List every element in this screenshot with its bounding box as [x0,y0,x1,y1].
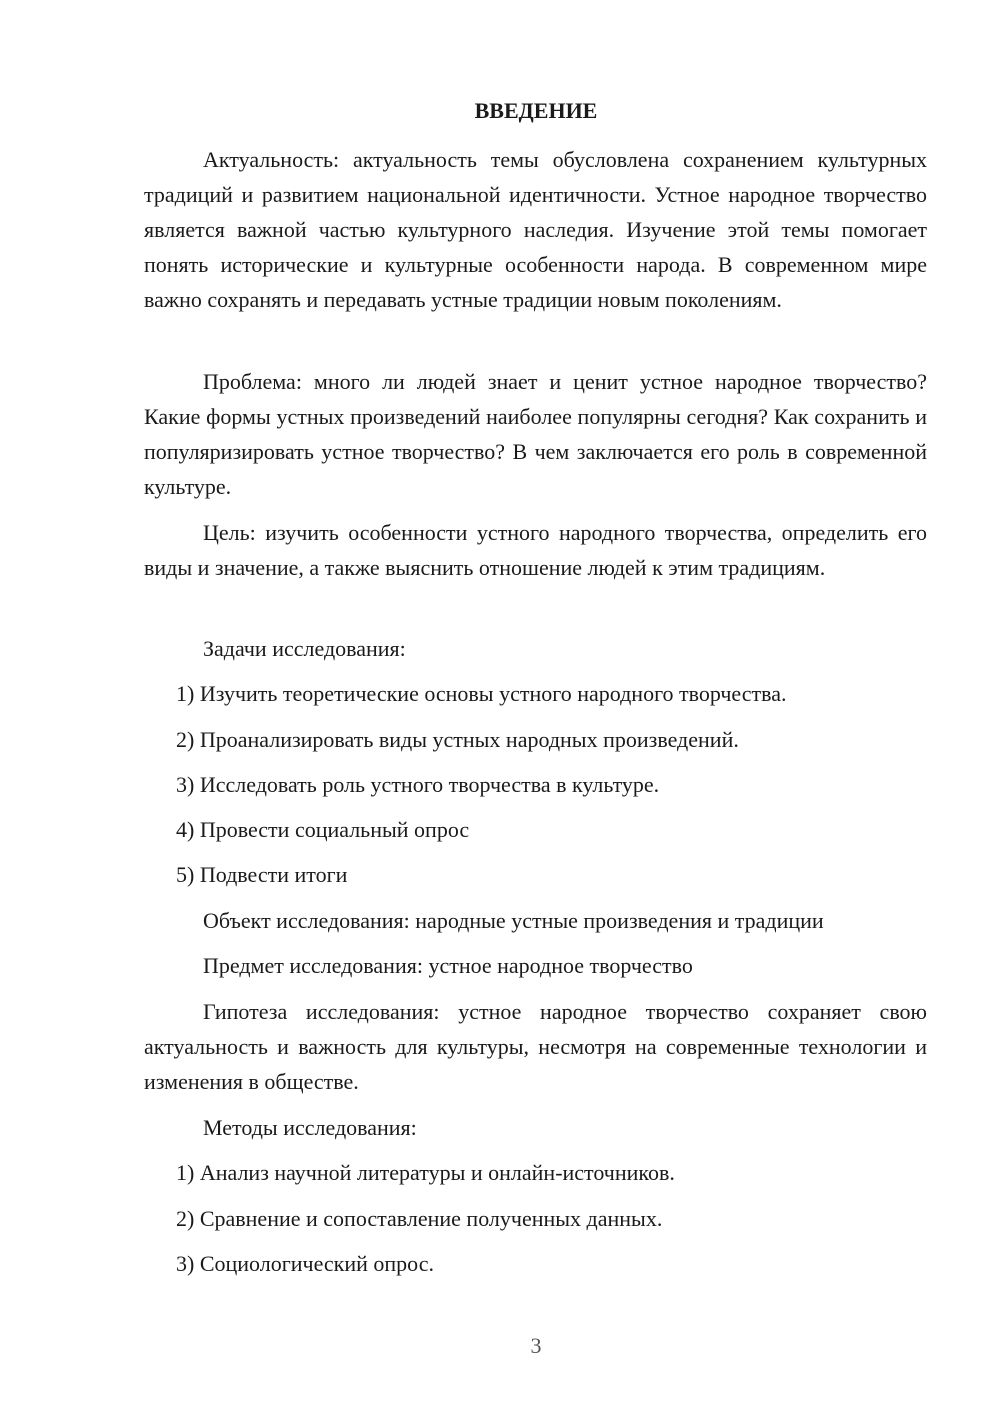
list-item: 5) Подвести итоги [176,862,348,887]
methods-list [144,1155,927,1190]
page-title: ВВЕДЕНИЕ [474,98,598,123]
goal-block [144,515,927,585]
tasks-heading: Задачи исследования: [203,636,406,661]
problem-paragraph: Проблема: много ли людей знает и ценит устное народное творчество? Какие формы устных произведений наиболее популярны сегодня? Как сохранить и популяризировать устное творчество? В чем заключается его роль в современной культуре. [144,369,927,499]
list-item: 3) Исследовать роль устного творчества в культуре. [176,772,660,797]
tasks-list [144,676,927,711]
list-item: 1) Анализ научной литературы и онлайн-источников. [176,1160,675,1185]
list-item: 1) Изучить теоретические основы устного народного творчества. [176,681,787,706]
tasks-list [144,767,927,802]
methods-heading: Методы исследования: [203,1115,417,1140]
methods-list [144,1201,927,1236]
relevance-block [144,142,927,317]
hypothesis-paragraph: Гипотеза исследования: устное народное творчество сохраняет свою актуальность и важность для культуры, несмотря на современные технологии и изменения в обществе. [144,999,927,1094]
hypothesis-block [144,994,927,1099]
subject-paragraph: Предмет исследования: устное народное творчество [203,953,693,978]
list-item: 4) Провести социальный опрос [176,817,470,842]
methods-list [144,1246,927,1281]
tasks-list [144,857,927,892]
tasks-list [144,812,927,847]
list-item: 2) Сравнение и сопоставление полученных данных. [176,1206,663,1231]
tasks-list [144,722,927,757]
goal-paragraph: Цель: изучить особенности устного народного творчества, определить его виды и значение, а также выяснить отношение людей к этим традициям. [144,520,927,580]
object-block [144,903,927,938]
subject-block [144,948,927,983]
problem-block [144,364,927,504]
page-number: 3 [530,1333,542,1358]
object-paragraph: Объект исследования: народные устные произведения и традиции [203,908,824,933]
list-item: 3) Социологический опрос. [176,1251,434,1276]
list-item: 2) Проанализировать виды устных народных произведений. [176,727,739,752]
relevance-paragraph: Актуальность: актуальность темы обусловлена сохранением культурных традиций и развитием национальной идентичности. Устное народное творчество является важной частью культурного наследия. Изучение этой темы помогает понять исторические и культурные особенности народа. В современном мире важно сохранять и передавать устные традиции новым поколениям. [144,147,927,312]
methods-heading-block [144,1110,927,1145]
tasks-heading-block [144,631,927,666]
